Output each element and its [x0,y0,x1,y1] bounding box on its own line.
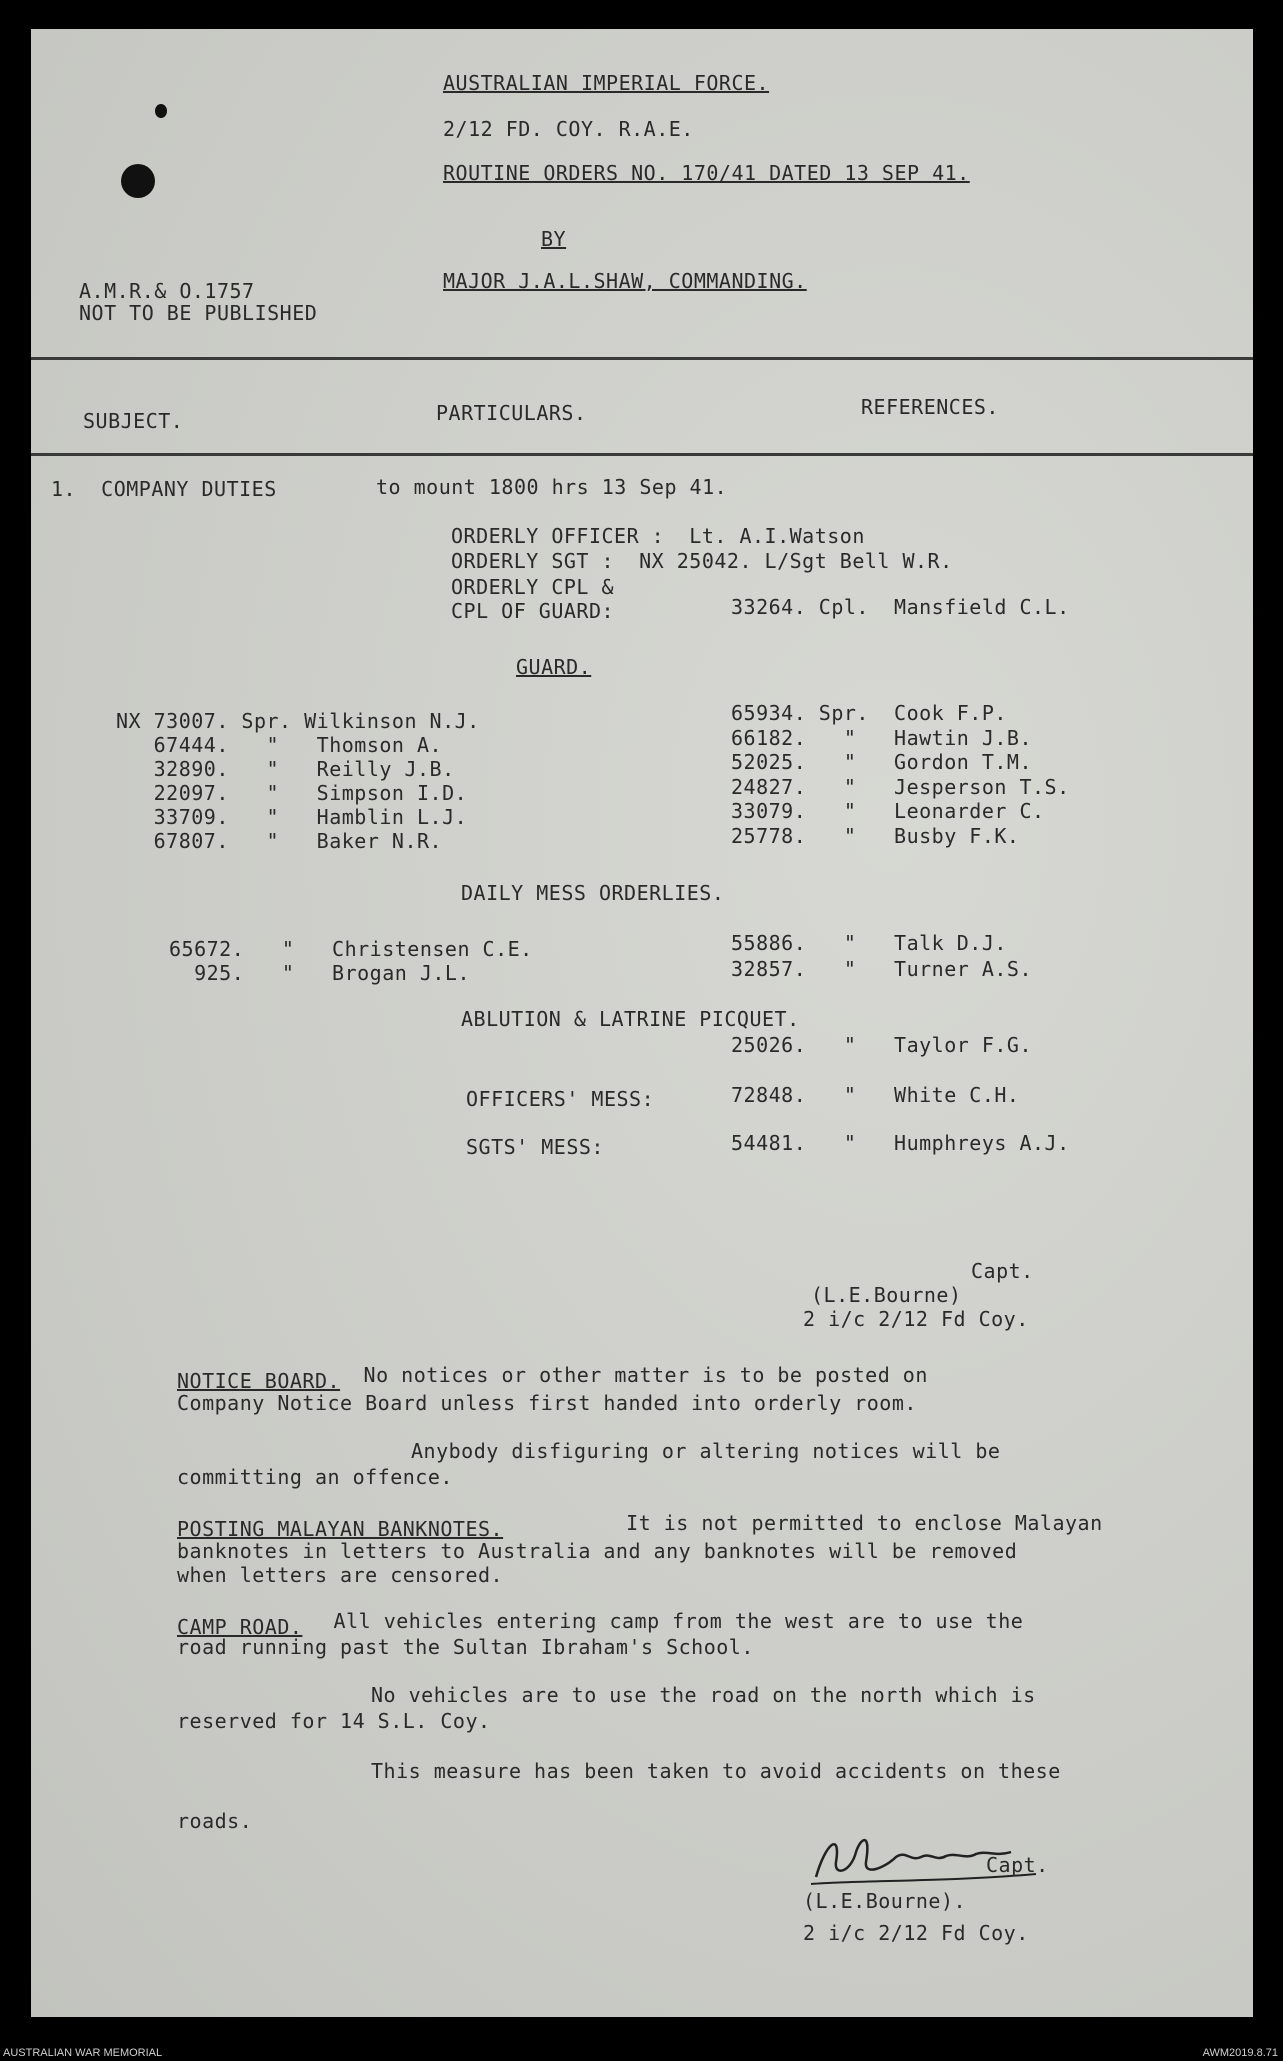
signature-name: (L.E.Bourne). [803,1889,967,1913]
banknotes-text: banknotes in letters to Australia and any banknotes will be removed [177,1539,1018,1563]
header-title: AUSTRALIAN IMPERIAL FORCE. [443,71,770,95]
mess-row: 925. " Brogan J.L. [169,961,470,985]
footer-id: AWM2019.8.71 [1202,2047,1278,2059]
guard-row: 32890. " Reilly J.B. [116,757,455,781]
guard-row: NX 73007. Spr. Wilkinson N.J. [116,709,480,733]
signature-unit: 2 i/c 2/12 Fd Coy. [803,1307,1029,1331]
sgts-mess-label: SGTS' MESS: [466,1135,604,1159]
ablution-row: 25026. " Taylor F.G. [731,1033,1032,1057]
item-mount-time: to mount 1800 hrs 13 Sep 41. [376,475,728,499]
guard-row: 25778. " Busby F.K. [731,824,1020,848]
col-subject: SUBJECT. [83,409,184,433]
signature-unit: 2 i/c 2/12 Fd Coy. [803,1921,1029,1945]
camp-road-text: This measure has been taken to avoid accidents on these [371,1759,1061,1783]
camp-road-text: No vehicles are to use the road on the north which is [371,1683,1036,1707]
signature-name: (L.E.Bourne) [811,1283,962,1307]
cpl-of-guard-label: CPL OF GUARD: [451,599,615,623]
guard-row: 33079. " Leonarder C. [731,799,1045,823]
orderly-cpl: ORDERLY CPL & [451,575,615,599]
mess-row: 65672. " Christensen C.E. [169,937,533,961]
cpl-of-guard-value: 33264. Cpl. Mansfield C.L. [731,595,1070,619]
orderly-sgt: ORDERLY SGT : NX 25042. L/Sgt Bell W.R. [451,549,953,573]
document-page [31,29,1253,2017]
officers-mess-label: OFFICERS' MESS: [466,1087,655,1111]
rule-top [31,357,1253,360]
banknotes-text: when letters are censored. [177,1563,504,1587]
header-reference: A.M.R.& O.1757 [79,279,255,303]
signature-rank: Capt. [986,1853,1049,1877]
guard-row: 33709. " Hamblin L.J. [116,805,468,829]
notice-board-text: Anybody disfiguring or altering notices will be [411,1439,1001,1463]
mess-orderlies-heading: DAILY MESS ORDERLIES. [461,881,725,905]
sgts-mess-row: 54481. " Humphreys A.J. [731,1131,1070,1155]
item-company-duties: 1. COMPANY DUTIES [51,477,277,501]
col-particulars: PARTICULARS. [436,401,587,425]
guard-row: 52025. " Gordon T.M. [731,750,1032,774]
camp-road-text: roads. [177,1809,253,1833]
header-commanding: MAJOR J.A.L.SHAW, COMMANDING. [443,269,807,293]
punch-hole [121,164,155,198]
notice-board-heading: NOTICE BOARD. [177,1369,341,1393]
banknotes-text: It is not permitted to enclose Malayan [601,1511,1103,1535]
mess-row: 32857. " Turner A.S. [731,957,1032,981]
guard-row: 24827. " Jesperson T.S. [731,775,1070,799]
camp-road-text: reserved for 14 S.L. Coy. [177,1709,491,1733]
guard-row: 66182. " Hawtin J.B. [731,726,1032,750]
col-references: REFERENCES. [861,395,999,419]
ablution-heading: ABLUTION & LATRINE PICQUET. [461,1007,800,1031]
header-order-number: ROUTINE ORDERS NO. 170/41 DATED 13 SEP 41. [443,161,970,185]
notice-board-text: committing an offence. [177,1465,453,1489]
signature-rank: Capt. [971,1259,1034,1283]
notice-board-text: No notices or other matter is to be posted on [351,1363,928,1387]
camp-road-heading: CAMP ROAD. [177,1615,303,1639]
header-not-published: NOT TO BE PUBLISHED [79,301,318,325]
guard-row: 67807. " Baker N.R. [116,829,443,853]
header-by: BY [541,227,567,251]
guard-heading: GUARD. [516,655,592,679]
orderly-officer: ORDERLY OFFICER : Lt. A.I.Watson [451,524,865,548]
banknotes-heading: POSTING MALAYAN BANKNOTES. [177,1517,504,1541]
mess-row: 55886. " Talk D.J. [731,931,1007,955]
guard-row: 65934. Spr. Cook F.P. [731,701,1007,725]
notice-board-text: Company Notice Board unless first handed into orderly room. [177,1391,917,1415]
punch-hole [155,104,167,118]
guard-row: 22097. " Simpson I.D. [116,781,468,805]
header-unit: 2/12 FD. COY. R.A.E. [443,117,694,141]
officers-mess-row: 72848. " White C.H. [731,1083,1020,1107]
guard-row: 67444. " Thomson A. [116,733,443,757]
camp-road-text: road running past the Sultan Ibraham's School. [177,1635,754,1659]
rule-bottom [31,453,1253,456]
camp-road-text: All vehicles entering camp from the west are to use the [321,1609,1024,1633]
footer-source: AUSTRALIAN WAR MEMORIAL [3,2047,163,2059]
